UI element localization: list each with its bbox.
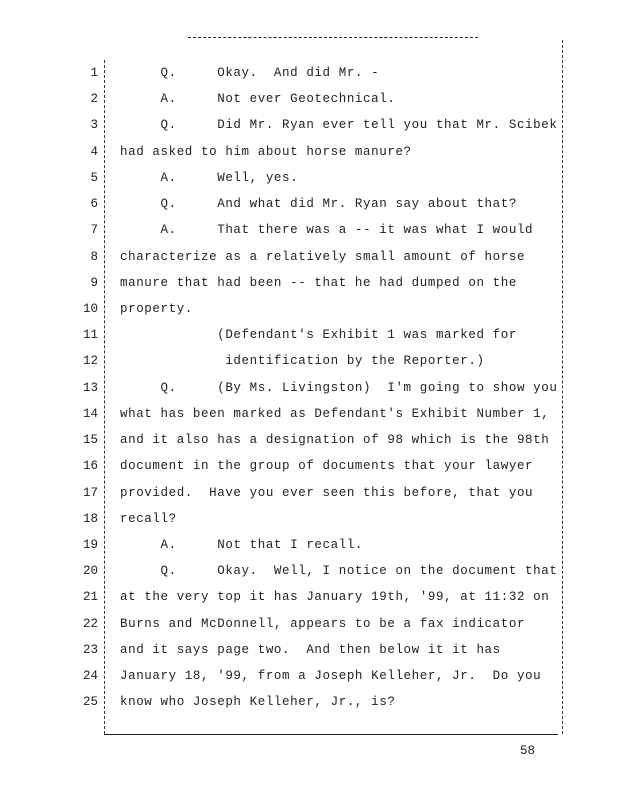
line-text: Burns and McDonnell, appears to be a fax indicator <box>120 617 526 631</box>
line-number: 19 <box>82 538 98 552</box>
line-text: Q. Okay. And did Mr. - <box>120 66 380 80</box>
line-number: 23 <box>82 643 98 657</box>
transcript-line <box>0 590 618 616</box>
line-text: had asked to him about horse manure? <box>120 145 412 159</box>
line-number: 3 <box>90 118 98 132</box>
line-number: 12 <box>82 354 98 368</box>
line-number: 17 <box>82 486 98 500</box>
line-text: what has been marked as Defendant's Exhibit Number 1, <box>120 407 550 421</box>
line-number: 22 <box>82 617 98 631</box>
line-number: 4 <box>90 145 98 159</box>
line-number: 25 <box>82 695 98 709</box>
line-number: 21 <box>82 590 98 604</box>
transcript-line <box>0 643 618 669</box>
transcript-line <box>0 276 618 302</box>
line-text: A. That there was a -- it was what I would <box>120 223 534 237</box>
line-number: 24 <box>82 669 98 683</box>
line-number: 5 <box>90 171 98 185</box>
line-text: A. Not ever Geotechnical. <box>120 92 396 106</box>
line-number: 6 <box>90 197 98 211</box>
line-text: manure that had been -- that he had dumped on the <box>120 276 517 290</box>
line-text: identification by the Reporter.) <box>120 354 485 368</box>
line-text: Q. (By Ms. Livingston) I'm going to show you <box>120 381 558 395</box>
line-text: Q. Did Mr. Ryan ever tell you that Mr. Scibek <box>120 118 558 132</box>
top-rule <box>188 37 478 38</box>
transcript-line <box>0 302 618 328</box>
transcript-line <box>0 92 618 118</box>
line-number: 11 <box>82 328 98 342</box>
line-number: 1 <box>90 66 98 80</box>
transcript-line <box>0 381 618 407</box>
line-text: Q. And what did Mr. Ryan say about that? <box>120 197 517 211</box>
line-number: 16 <box>82 459 98 473</box>
line-text: property. <box>120 302 193 316</box>
transcript-line <box>0 223 618 249</box>
transcript-line <box>0 250 618 276</box>
line-text: (Defendant's Exhibit 1 was marked for <box>120 328 517 342</box>
transcript-line <box>0 118 618 144</box>
transcript-line <box>0 171 618 197</box>
transcript-line <box>0 145 618 171</box>
transcript-line <box>0 669 618 695</box>
line-text: A. Well, yes. <box>120 171 299 185</box>
line-text: at the very top it has January 19th, '99, at 11:32 on <box>120 590 550 604</box>
line-number: 18 <box>82 512 98 526</box>
transcript-line <box>0 354 618 380</box>
bottom-rule <box>104 734 558 735</box>
line-text: and it also has a designation of 98 which is the 98th <box>120 433 550 447</box>
transcript-line <box>0 512 618 538</box>
line-number: 10 <box>82 302 98 316</box>
transcript-line <box>0 459 618 485</box>
transcript-line <box>0 197 618 223</box>
transcript-line <box>0 538 618 564</box>
line-number: 20 <box>82 564 98 578</box>
transcript-line <box>0 66 618 92</box>
transcript-line <box>0 407 618 433</box>
line-number: 9 <box>90 276 98 290</box>
transcript-line <box>0 433 618 459</box>
line-number: 15 <box>82 433 98 447</box>
line-text: document in the group of documents that your lawyer <box>120 459 534 473</box>
line-text: provided. Have you ever seen this before, that you <box>120 486 534 500</box>
line-number: 7 <box>90 223 98 237</box>
transcript-line <box>0 617 618 643</box>
page-number: 58 <box>520 744 536 758</box>
line-text: characterize as a relatively small amount of horse <box>120 250 526 264</box>
line-number: 14 <box>82 407 98 421</box>
transcript-line <box>0 486 618 512</box>
transcript-line <box>0 564 618 590</box>
line-number: 8 <box>90 250 98 264</box>
line-text: know who Joseph Kelleher, Jr., is? <box>120 695 396 709</box>
line-text: Q. Okay. Well, I notice on the document that <box>120 564 558 578</box>
line-text: and it says page two. And then below it it has <box>120 643 501 657</box>
transcript-line <box>0 695 618 721</box>
line-number: 2 <box>90 92 98 106</box>
line-text: recall? <box>120 512 177 526</box>
transcript-line <box>0 328 618 354</box>
line-number: 13 <box>82 381 98 395</box>
line-text: January 18, '99, from a Joseph Kelleher, Jr. Do you <box>120 669 542 683</box>
line-text: A. Not that I recall. <box>120 538 364 552</box>
